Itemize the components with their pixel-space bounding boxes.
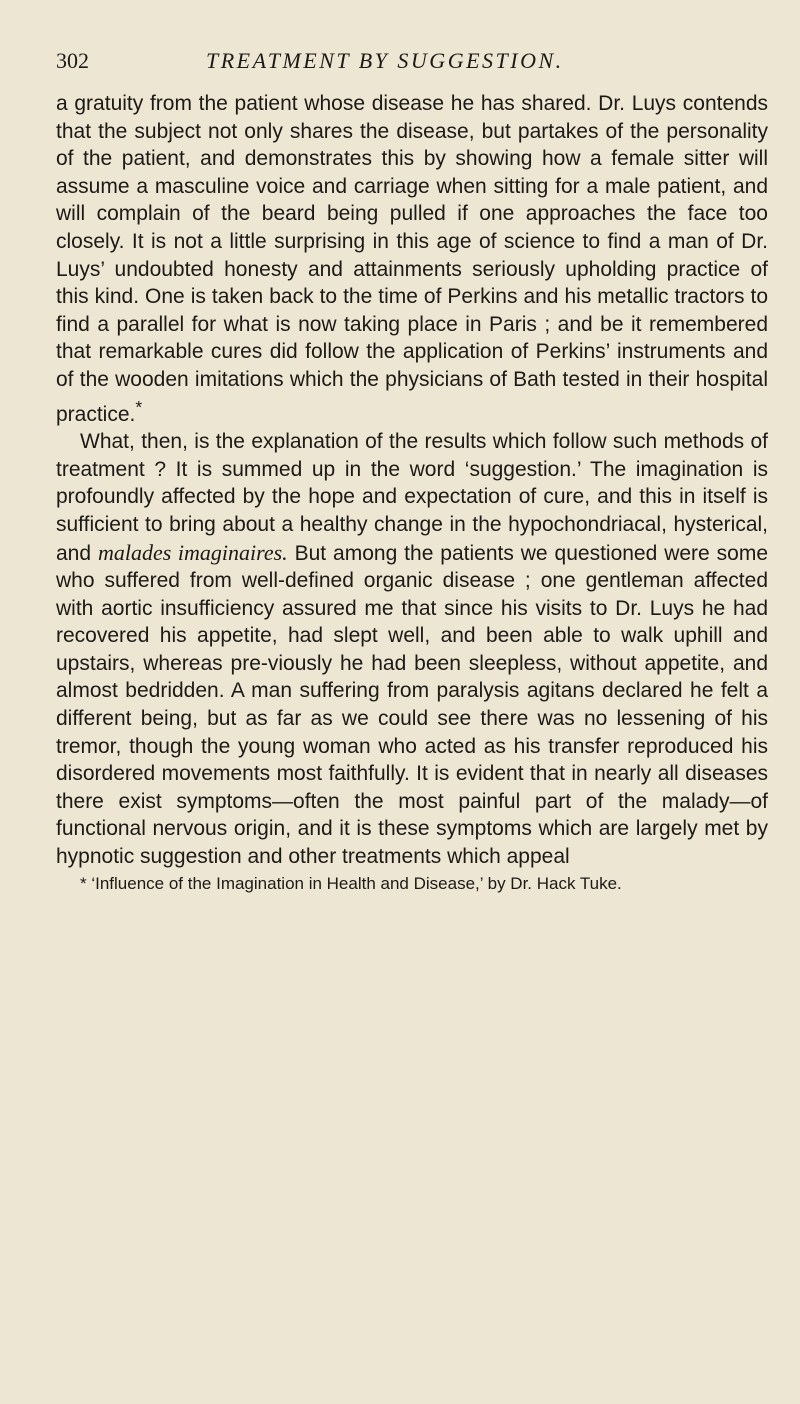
italic-phrase: malades imaginaires.	[97, 539, 288, 565]
paragraph-1-text: a gratuity from the patient whose disease he has shared. Dr. Luys contends that the subject not only shares the disease, but partakes of the personality of the patient, and demonstrates this by showing how a female sitter will assume a masculine voice and carriage when sitting for a male patient, and will complain of the beard being pulled if one approaches the face too closely. It is not a little surprising in this age of science to find a man of Dr. Luys’ undoubted honesty and attainments seriously upholding practice of this kind. One is taken back to the time of Perkins and his metallic tractors to find a parallel for what is now taking place in Paris ; and be it remembered that remarkable cures did follow the application of Perkins’ instruments and of the wooden imitations which the physicians of Bath tested in their hospital practice.	[56, 92, 768, 426]
footnote: * ‘Influence of the Imagination in Health and Disease,’ by Dr. Hack Tuke.	[80, 873, 622, 893]
paragraph-2-text-start: What, then, is the explanation of the results which follow such methods of treatment ? It is summed up in the word ‘suggestion.’ The imagination is profoundly affected by the hope and expectation of cure, and this in itself is sufficient to bring about a healthy change in the hypochondriacal, hysterical, and	[56, 430, 768, 565]
page-number: 302	[56, 48, 89, 73]
book-page	[56, 44, 768, 894]
paragraph-2-text-end: But among the patients we questioned were some who suffered from well-defined organic disease ; one gentleman affected with aortic insufficiency assured me that since his visits to Dr. Luys he had recovered his appetite, had slept well, and been able to walk uphill and upstairs, whereas pre-viously he had been sleepless, without appetite, and almost bedridden. A man suffering from paralysis agitans declared he felt a different being, but as far as we could see there was no lessening of his tremor, though the young woman who acted as his transfer reproduced his disordered movements most faithfully. It is evident that in nearly all diseases there exist symptoms—often the most painful part of the malady—of functional nervous origin, and it is these symptoms which are largely met by hypnotic suggestion and other treatments which appeal	[56, 541, 769, 869]
paragraph-2	[56, 428, 768, 871]
running-title: TREATMENT BY SUGGESTION.	[206, 48, 564, 73]
body-text	[56, 90, 768, 871]
paragraph-1	[56, 90, 768, 428]
running-head	[56, 44, 768, 80]
footnote-marker: *	[135, 396, 143, 417]
